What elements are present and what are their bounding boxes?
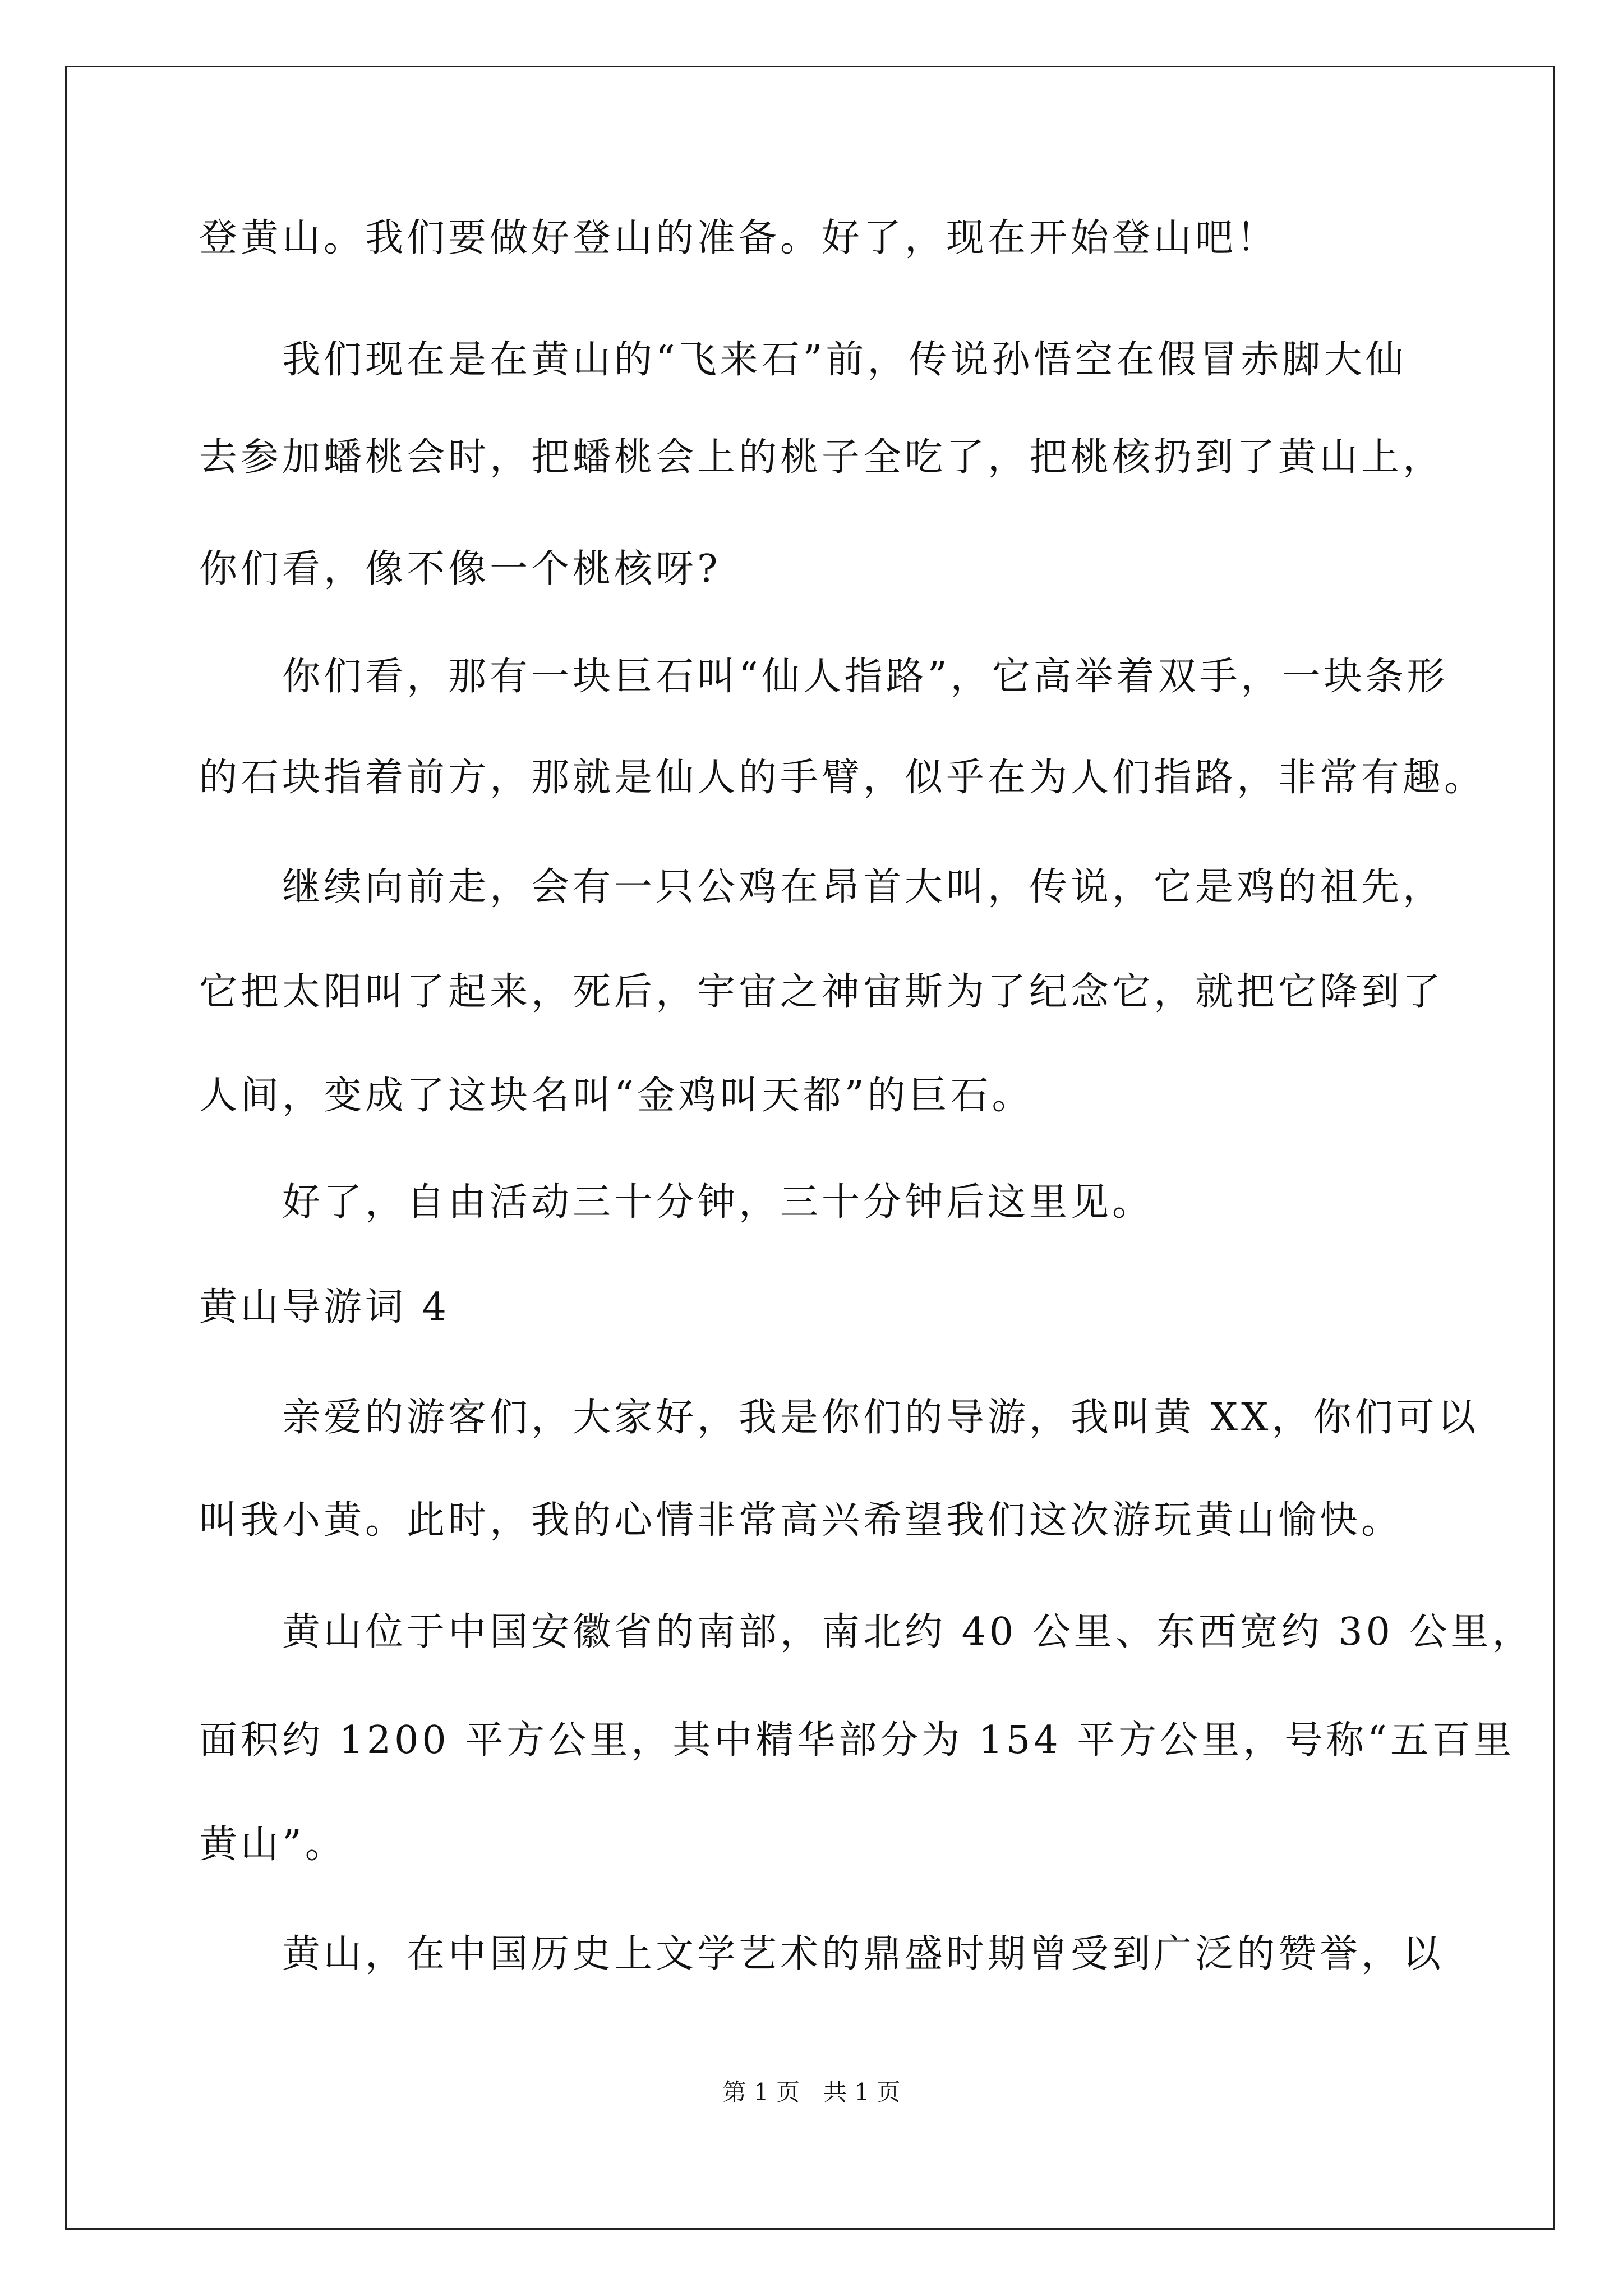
text-line: 黄山，在中国历史上文学艺术的鼎盛时期曾受到广泛的赞誉，以: [282, 1932, 1445, 1976]
text-line: 继续向前走，会有一只公鸡在昂首大叫，传说，它是鸡的祖先，: [282, 865, 1445, 909]
text-line: 亲爱的游客们，大家好，我是你们的导游，我叫黄 XX，你们可以: [282, 1396, 1479, 1440]
text-line: 你们看，那有一块巨石叫“仙人指路”，它高举着双手，一块条形: [282, 655, 1449, 699]
text-line: 黄山”。: [199, 1823, 347, 1867]
text-line: 叫我小黄。此时，我的心情非常高兴希望我们这次游玩黄山愉快。: [199, 1498, 1403, 1543]
text-line: 面积约 1200 平方公里，其中精华部分为 154 平方公里，号称“五百里: [199, 1718, 1515, 1763]
text-line: 黄山位于中国安徽省的南部，南北约 40 公里、东西宽约 30 公里，: [282, 1610, 1534, 1654]
text-line: 人间，变成了这块名叫“金鸡叫天都”的巨石。: [199, 1074, 1034, 1118]
text-line: 你们看，像不像一个桃核呀?: [199, 547, 721, 591]
text-line: 的石块指着前方，那就是仙人的手臂，似乎在为人们指路，非常有趣。: [199, 756, 1486, 800]
section-heading: 黄山导游词 4: [199, 1285, 450, 1329]
text-line: 我们现在是在黄山的“飞来石”前，传说孙悟空在假冒赤脚大仙: [282, 338, 1407, 382]
text-line: 好了，自由活动三十分钟，三十分钟后这里见。: [282, 1180, 1154, 1225]
text-line: 登黄山。我们要做好登山的准备。好了，现在开始登山吧！: [199, 216, 1279, 260]
text-line: 它把太阳叫了起来，死后，宇宙之神宙斯为了纪念它，就把它降到了: [199, 970, 1445, 1014]
page-number-footer: 第 1 页 共 1 页: [722, 2078, 901, 2106]
text-line: 去参加蟠桃会时，把蟠桃会上的桃子全吃了，把桃核扔到了黄山上，: [199, 435, 1445, 480]
